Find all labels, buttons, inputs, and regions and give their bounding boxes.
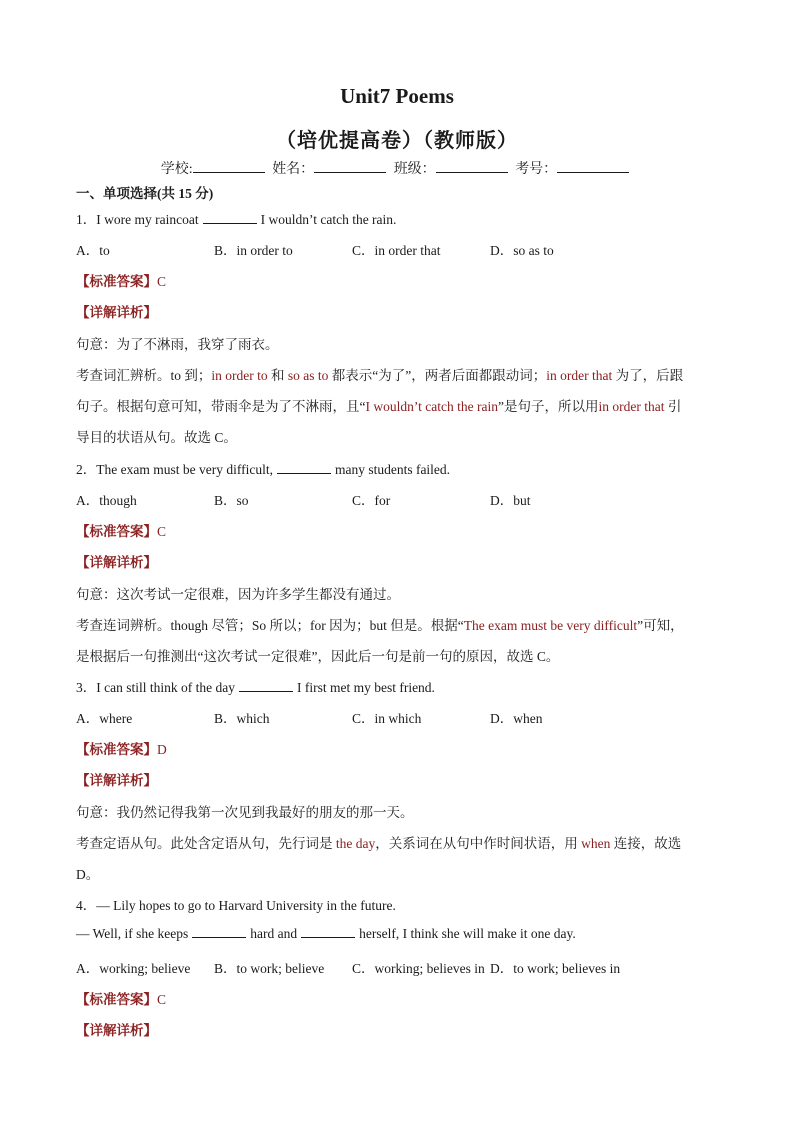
question-3-option-a: A．where	[76, 711, 133, 726]
question-4-blank-2	[301, 926, 355, 938]
question-3-text-a: 3．I can still think of the day	[76, 680, 235, 695]
exp-text: 考查词汇辨析。to 到；	[76, 368, 212, 383]
question-1-option-d: D．so as to	[490, 243, 554, 258]
question-1-explanation-line-2	[76, 395, 708, 415]
question-3-text-b: I first met my best friend.	[296, 680, 435, 695]
question-3-blank	[239, 680, 293, 692]
document-subtitle: （培优提高卷）（教师版）	[276, 130, 518, 152]
question-1-option-a: A．to	[76, 243, 110, 258]
exp-text: 句子。根据句意可知，带雨伞是为了不淋雨，且“	[76, 399, 366, 414]
exp-highlight: in order to	[211, 368, 268, 383]
exp-text: 都表示“为了”，两者后面都跟动词；	[328, 368, 547, 383]
question-1-text-a: 1．I wore my raincoat	[76, 212, 199, 227]
question-4-stem-line-2	[76, 926, 708, 942]
exp-highlight: when	[581, 836, 611, 851]
question-3-options	[76, 707, 708, 727]
question-4-option-a: A．working; believe	[76, 961, 191, 976]
exp-text: 考查定语从句。此处含定语从句，先行词是	[76, 836, 336, 851]
question-1-answer	[76, 270, 708, 290]
question-4-option-c: C．working; believes in	[352, 961, 485, 976]
question-1-meaning: 句意：为了不淋雨，我穿了雨衣。	[76, 337, 279, 352]
question-3-option-c: C．in which	[352, 711, 422, 726]
question-4-blank-1	[192, 926, 246, 938]
question-1-option-b: B．in order to	[214, 243, 293, 258]
question-2-option-a: A．though	[76, 493, 137, 508]
exam-number-blank[interactable]	[557, 160, 629, 173]
question-1-blank	[203, 212, 257, 224]
question-2-options	[76, 489, 708, 509]
exp-highlight: in order that	[546, 368, 613, 383]
name-label: 姓名：	[272, 162, 315, 177]
analysis-label: 【详解详析】	[76, 1023, 157, 1038]
exp-highlight: the day	[335, 836, 376, 851]
question-2-explanation-line-1	[76, 614, 708, 634]
question-4-options	[76, 957, 708, 977]
question-3-explanation-line-2: D。	[76, 867, 100, 882]
answer-value: C	[157, 274, 167, 289]
question-4-answer	[76, 988, 708, 1008]
question-4-text-b: hard and	[250, 926, 298, 941]
answer-label: 【标准答案】	[76, 274, 157, 289]
question-4-text-c: herself, I think she will make it one day.	[359, 926, 576, 941]
question-2-text-a: 2．The exam must be very difficult,	[76, 462, 273, 477]
question-2-stem	[76, 458, 708, 478]
analysis-label: 【详解详析】	[76, 555, 157, 570]
question-2-explanation-line-2: 是根据后一句推测出“这次考试一定很难”，因此后一句是前一句的原因，故选 C。	[76, 649, 560, 664]
question-2-answer	[76, 520, 708, 540]
question-1-stem	[76, 208, 708, 228]
question-3-answer	[76, 738, 708, 758]
answer-value: D	[157, 742, 167, 757]
answer-label: 【标准答案】	[76, 992, 157, 1007]
exp-text: ，关系词在从句中作时间状语，用	[375, 836, 582, 851]
exp-text: 和	[267, 368, 288, 383]
answer-value: C	[157, 524, 167, 539]
question-2-option-d: D．but	[490, 493, 531, 508]
question-4-option-d: D．to work; believes in	[490, 961, 621, 976]
question-1-option-c: C．in order that	[352, 243, 441, 258]
question-4-stem-line-1: 4．— Lily hopes to go to Harvard University in the future.	[76, 898, 396, 913]
question-3-explanation-line-1	[76, 832, 708, 852]
exp-text: 引	[664, 399, 682, 414]
question-3-meaning: 句意：我仍然记得我第一次见到我最好的朋友的那一天。	[76, 805, 414, 820]
class-blank[interactable]	[436, 160, 508, 173]
school-blank[interactable]	[193, 160, 265, 173]
question-3-option-d: D．when	[490, 711, 543, 726]
exp-text: 为了，后跟	[612, 368, 684, 383]
question-2-meaning: 句意：这次考试一定很难，因为许多学生都没有通过。	[76, 587, 400, 602]
exp-highlight: in order that	[598, 399, 665, 414]
exam-number-label: 考号：	[515, 162, 558, 177]
exp-text: 连接，故选	[610, 836, 682, 851]
question-1-options	[76, 239, 708, 259]
answer-label: 【标准答案】	[76, 742, 157, 757]
exp-highlight: I wouldn’t catch the rain	[365, 399, 498, 414]
question-4-option-b: B．to work; believe	[214, 961, 325, 976]
question-4-text-a: — Well, if she keeps	[76, 926, 189, 941]
student-info-row	[0, 158, 794, 178]
name-blank[interactable]	[314, 160, 386, 173]
section-heading: 一、单项选择(共 15 分)	[76, 186, 214, 201]
class-label: 班级：	[393, 162, 436, 177]
exp-text: ”是句子，所以用	[497, 399, 599, 414]
exp-text: ”可知，	[637, 618, 684, 633]
exp-highlight: The exam must be very difficult	[463, 618, 638, 633]
question-3-option-b: B．which	[214, 711, 270, 726]
question-2-option-b: B．so	[214, 493, 249, 508]
answer-value: C	[157, 992, 167, 1007]
answer-label: 【标准答案】	[76, 524, 157, 539]
question-1-text-b: I wouldn’t catch the rain.	[260, 212, 397, 227]
question-2-text-b: many students failed.	[334, 462, 451, 477]
analysis-label: 【详解详析】	[76, 773, 157, 788]
document-title: Unit7 Poems	[340, 84, 454, 108]
exp-highlight: so as to	[287, 368, 329, 383]
question-2-blank	[277, 462, 331, 474]
question-2-option-c: C．for	[352, 493, 391, 508]
analysis-label: 【详解详析】	[76, 305, 157, 320]
question-3-stem	[76, 676, 708, 696]
question-1-explanation-line-3: 导目的状语从句。故选 C。	[76, 430, 237, 445]
exp-text: 考查连词辨析。though 尽管；So 所以；for 因为；but 但是。根据“	[76, 618, 464, 633]
question-1-explanation-line-1	[76, 364, 708, 384]
school-label: 学校:	[160, 162, 193, 177]
